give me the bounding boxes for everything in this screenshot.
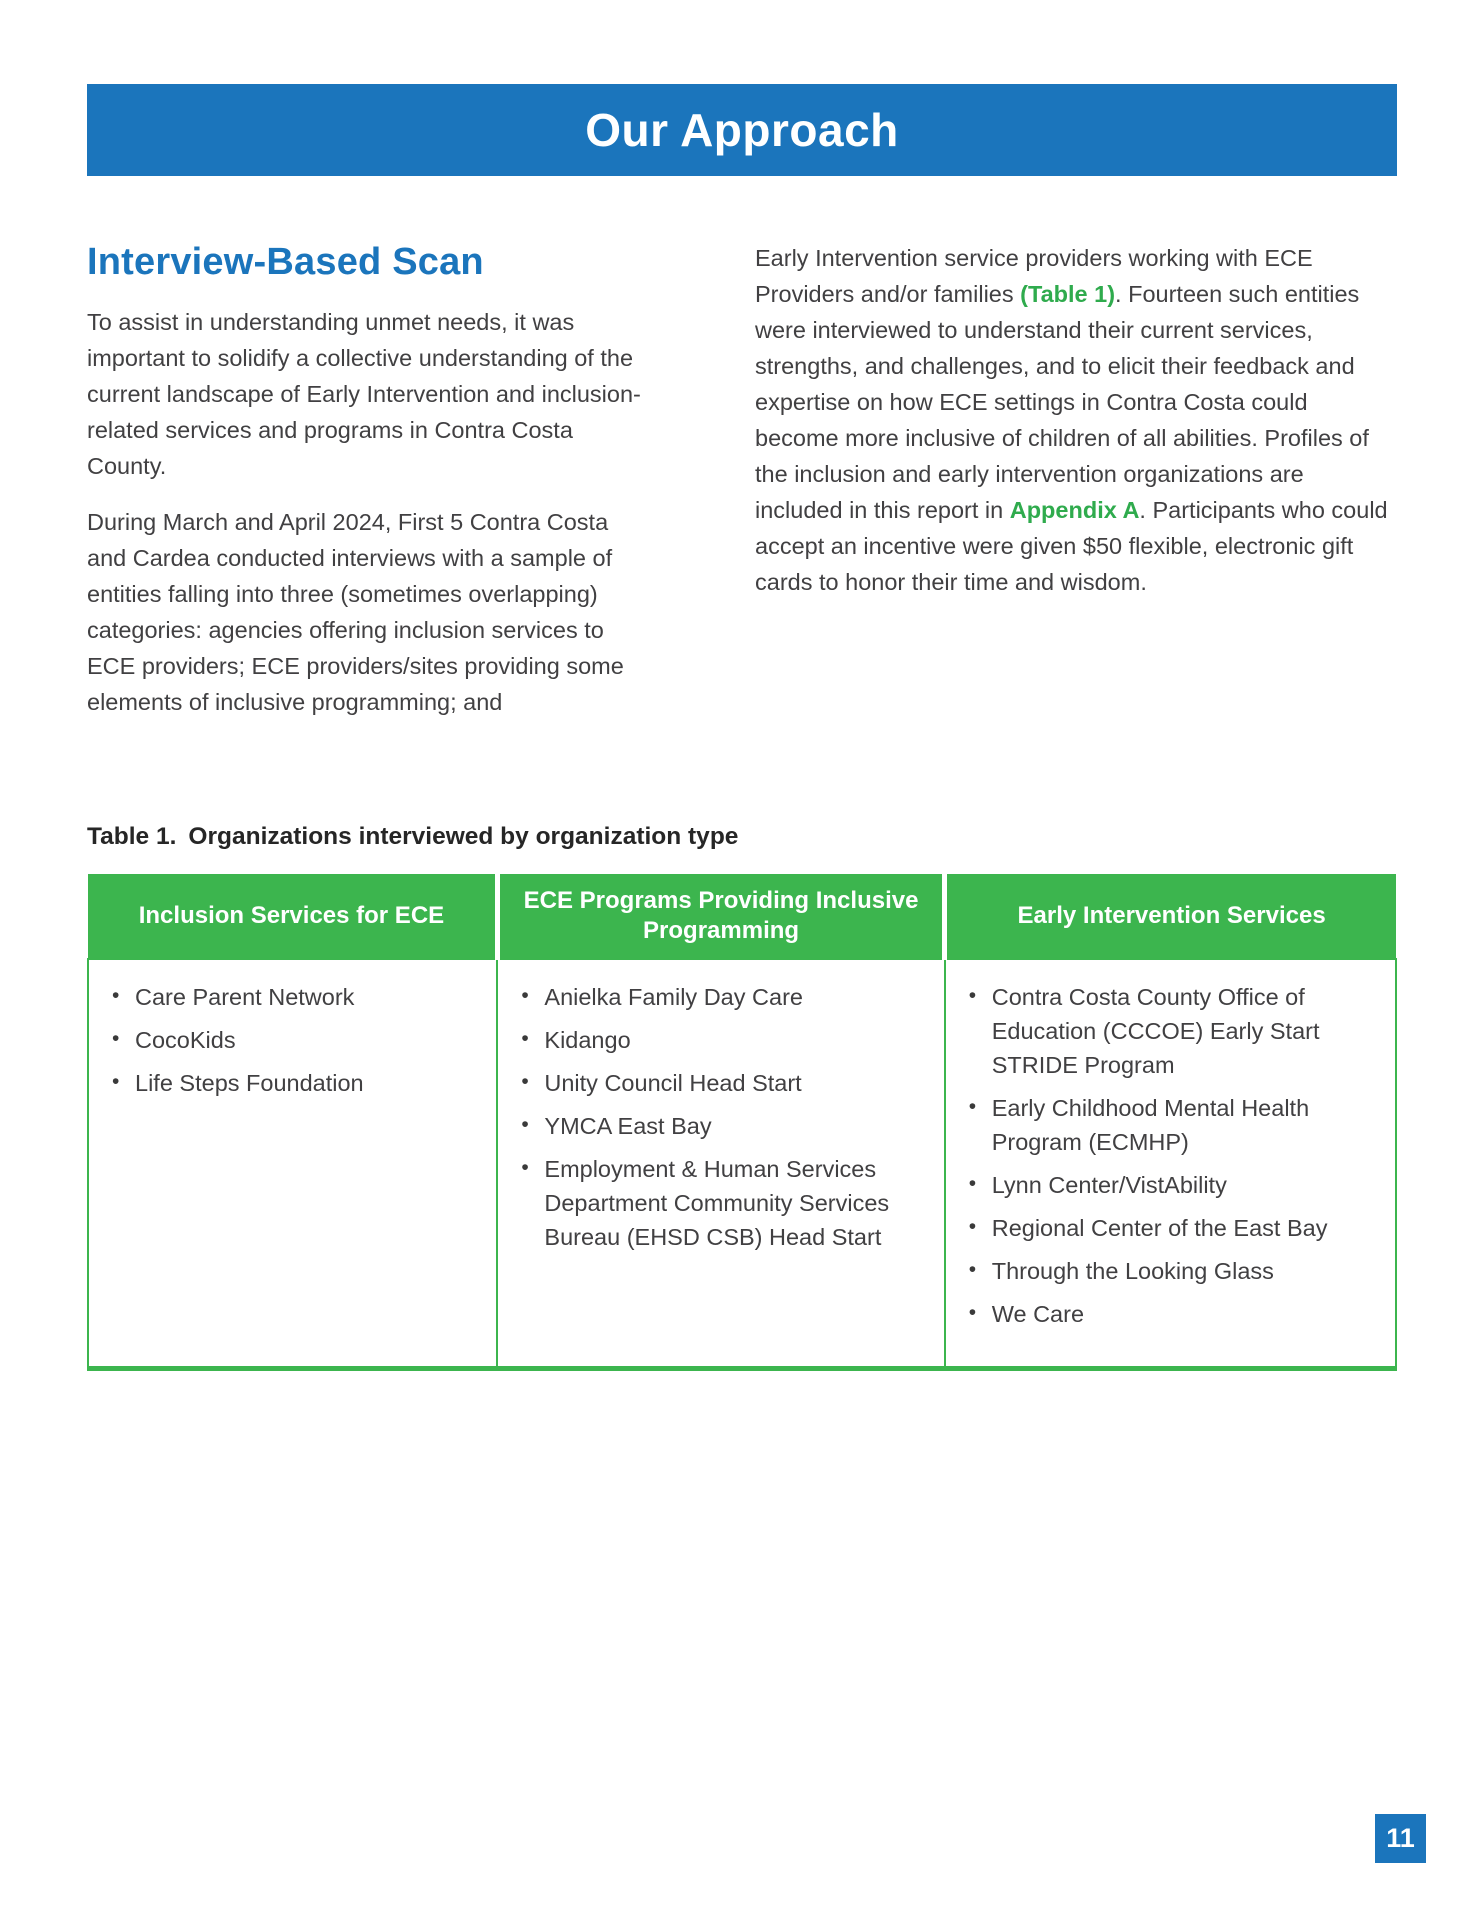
paragraph: To assist in understanding unmet needs, it was important to solidify a collective understanding of the current landscape of Early Intervention and inclusion-related services and programs in Contra Costa County. [87, 309, 641, 479]
list-item: • Care Parent Network [101, 980, 482, 1014]
table-body-row [88, 959, 1396, 1369]
table-caption [87, 822, 1397, 852]
cell-early-intervention [945, 959, 1396, 1369]
ece-programs-list [510, 980, 929, 1254]
column-header-inclusion-services: Inclusion Services for ECE [88, 874, 497, 959]
page-content [87, 240, 1397, 1371]
list-item: • YMCA East Bay [510, 1109, 929, 1143]
left-column [87, 240, 647, 740]
list-item: • CocoKids [101, 1023, 482, 1057]
two-column-text [87, 240, 1397, 740]
paragraph-text: . Fourteen such entities were interviewed to understand their current services, strengths, and challenges, and to elicit their feedback and expertise on how ECE settings in Contra Costa could become more inclusive of children of all abilities. Profiles of the inclusion and early intervention organizations are included in this report in [755, 281, 1369, 523]
list-item: • Life Steps Foundation [101, 1066, 482, 1100]
page-number-badge: 11 [1375, 1814, 1426, 1863]
section-heading: Interview-Based Scan [87, 241, 484, 283]
page-banner [87, 84, 1397, 176]
early-intervention-list [958, 980, 1381, 1331]
right-column [755, 240, 1397, 740]
column-header-early-intervention: Early Intervention Services [945, 874, 1396, 959]
list-item: • Kidango [510, 1023, 929, 1057]
page-title: Our Approach [585, 104, 899, 156]
list-item: • Regional Center of the East Bay [958, 1211, 1381, 1245]
inclusion-services-list [101, 980, 482, 1100]
list-item: • Employment & Human Services Department Community Services Bureau (EHSD CSB) Head Start [510, 1152, 929, 1254]
table-caption-label: Table 1. [87, 823, 177, 850]
table-caption-text: Organizations interviewed by organization type [188, 823, 739, 850]
list-item: • Unity Council Head Start [510, 1066, 929, 1100]
paragraph-text: Early Intervention service providers working with ECE Providers and/or families [755, 245, 1313, 307]
organizations-table [87, 874, 1397, 1371]
list-item: • Contra Costa County Office of Education (CCCOE) Early Start STRIDE Program [958, 980, 1381, 1082]
list-item: • Through the Looking Glass [958, 1254, 1381, 1288]
list-item: • We Care [958, 1297, 1381, 1331]
list-item: • Anielka Family Day Care [510, 980, 929, 1014]
paragraph: During March and April 2024, First 5 Contra Costa and Cardea conducted interviews with a sample of entities falling into three (sometimes overlapping) categories: agencies offering inclusion services to ECE providers; ECE providers/sites providing some elements of inclusive programming; and [87, 509, 624, 715]
list-item: • Lynn Center/VistAbility [958, 1168, 1381, 1202]
list-item: • Early Childhood Mental Health Program (ECMHP) [958, 1091, 1381, 1159]
paragraph [755, 240, 1397, 600]
table-header-row [88, 874, 1396, 959]
cell-inclusion-services [88, 959, 497, 1369]
cell-ece-programs [497, 959, 944, 1369]
appendix-a-reference-link[interactable]: Appendix A [1009, 497, 1140, 523]
table-1-reference-link[interactable]: (Table 1) [1020, 281, 1116, 307]
paragraph-text: . Participants who could accept an incentive were given $50 flexible, electronic gift cards to honor their time and wisdom. [755, 497, 1388, 595]
column-header-ece-programs: ECE Programs Providing Inclusive Programming [497, 874, 944, 959]
